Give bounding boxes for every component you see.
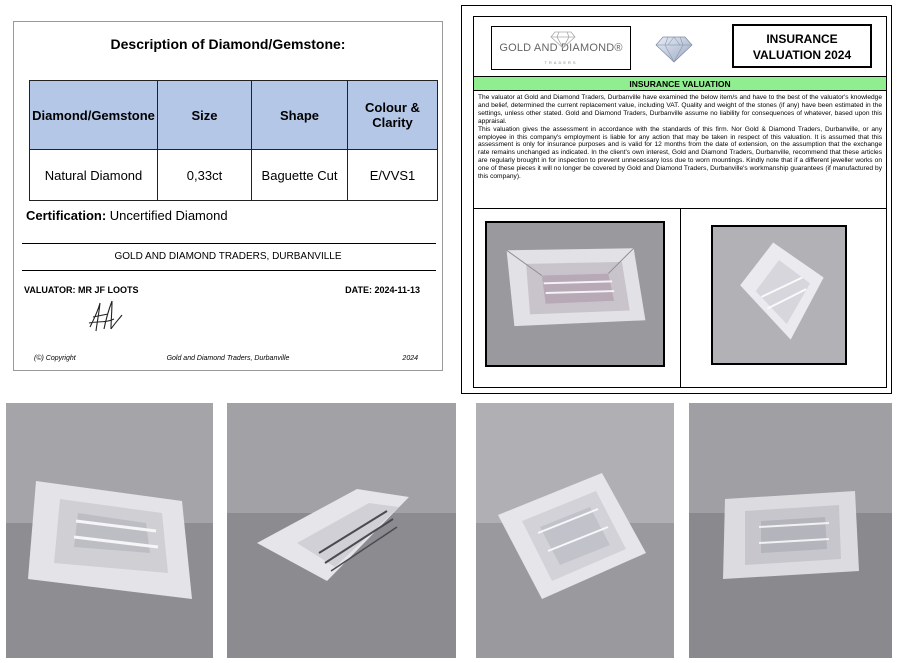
cell-size: 0,33ct — [158, 150, 252, 201]
diamond-photo-side-view — [711, 225, 847, 365]
certification-value: Uncertified Diamond — [109, 208, 228, 223]
logo-diamond-icon — [550, 31, 576, 49]
insurance-title — [732, 24, 872, 68]
description-title: Description of Diamond/Gemstone: — [110, 36, 346, 52]
description-card — [13, 21, 443, 371]
cell-shape: Baguette Cut — [252, 150, 348, 201]
cell-gemstone: Natural Diamond — [30, 150, 158, 201]
insurance-title-line1: INSURANCE — [766, 32, 838, 46]
certification-label: Certification: — [26, 208, 107, 223]
insurance-disclaimer — [478, 94, 882, 181]
valuation-date: DATE: 2024-11-13 — [345, 285, 420, 295]
footer-company: Gold and Diamond Traders, Durbanville — [166, 355, 290, 362]
header-size: Size — [158, 81, 252, 150]
diamond-photo-3 — [476, 403, 674, 658]
logo-text: GOLD AND DIAMOND® — [499, 42, 623, 54]
diamond-photo-1 — [6, 403, 213, 658]
valuator-name: VALUATOR: MR JF LOOTS — [24, 285, 139, 295]
certification-line — [26, 208, 228, 223]
footer-year: 2024 — [402, 355, 418, 362]
insurance-banner: INSURANCE VALUATION — [474, 76, 886, 91]
header-colour-clarity: Colour & Clarity — [348, 81, 438, 150]
signature-image — [84, 297, 128, 335]
disclaimer-paragraph-2: This valuation gives the assessment in accordance with the standards of this firm. Nor Gold & Diamond Traders, Durbanville, or any employee in this company's employment is liable for any action that may be taken in respect of this valuation. It is assumed that this assessment is only for insurance purposes and is valid for 12 months from the date of extension, on the assumption that the exchange rate remains unchanged as indicated. In the client's own interest, Gold and Diamond Traders, Durbanville, recommend that these articles are regularly brought in for inspection to prevent unnecessary loss due to worn mountings. Kindly note that if a different jeweller works on one of these pieces it will no longer be covered by Gold and Diamond Traders, Durbanville's workmanship guarantees (if manufactured by this company). — [478, 125, 882, 181]
company-logo — [491, 26, 631, 70]
diamond-icon — [654, 35, 694, 63]
disclaimer-paragraph-1: The valuator at Gold and Diamond Traders, Durbanville have examined the below item/s and have to the best of the valuator's knowledge and belief, determined the current replacement value, including VAT. Quality and weight of the stones (if any) have been estimated in the settings, unless other stated. Gold and Diamond Traders, Durbanville assume no liability for consequences of whatever, based upon this appraisal. — [478, 94, 882, 125]
diamond-photo-4 — [689, 403, 892, 658]
diamond-photo-top-view — [485, 221, 665, 367]
insurance-inner-frame — [473, 16, 887, 388]
divider-top — [22, 243, 436, 244]
header-gemstone: Diamond/Gemstone — [30, 81, 158, 150]
insurance-card — [461, 5, 892, 394]
description-table — [29, 80, 438, 201]
header-shape: Shape — [252, 81, 348, 150]
insurance-title-line2: VALUATION 2024 — [752, 48, 852, 62]
table-header-row — [30, 81, 438, 150]
table-row — [30, 150, 438, 201]
divider-bottom — [22, 270, 436, 271]
logo-subtext: TRADERS — [544, 60, 578, 65]
company-name: GOLD AND DIAMOND TRADERS, DURBANVILLE — [114, 251, 342, 262]
cell-colour-clarity: E/VVS1 — [348, 150, 438, 201]
diamond-photo-2 — [227, 403, 456, 658]
footer-copyright: (©) Copyright — [34, 355, 76, 362]
photo-column-divider — [680, 208, 681, 388]
